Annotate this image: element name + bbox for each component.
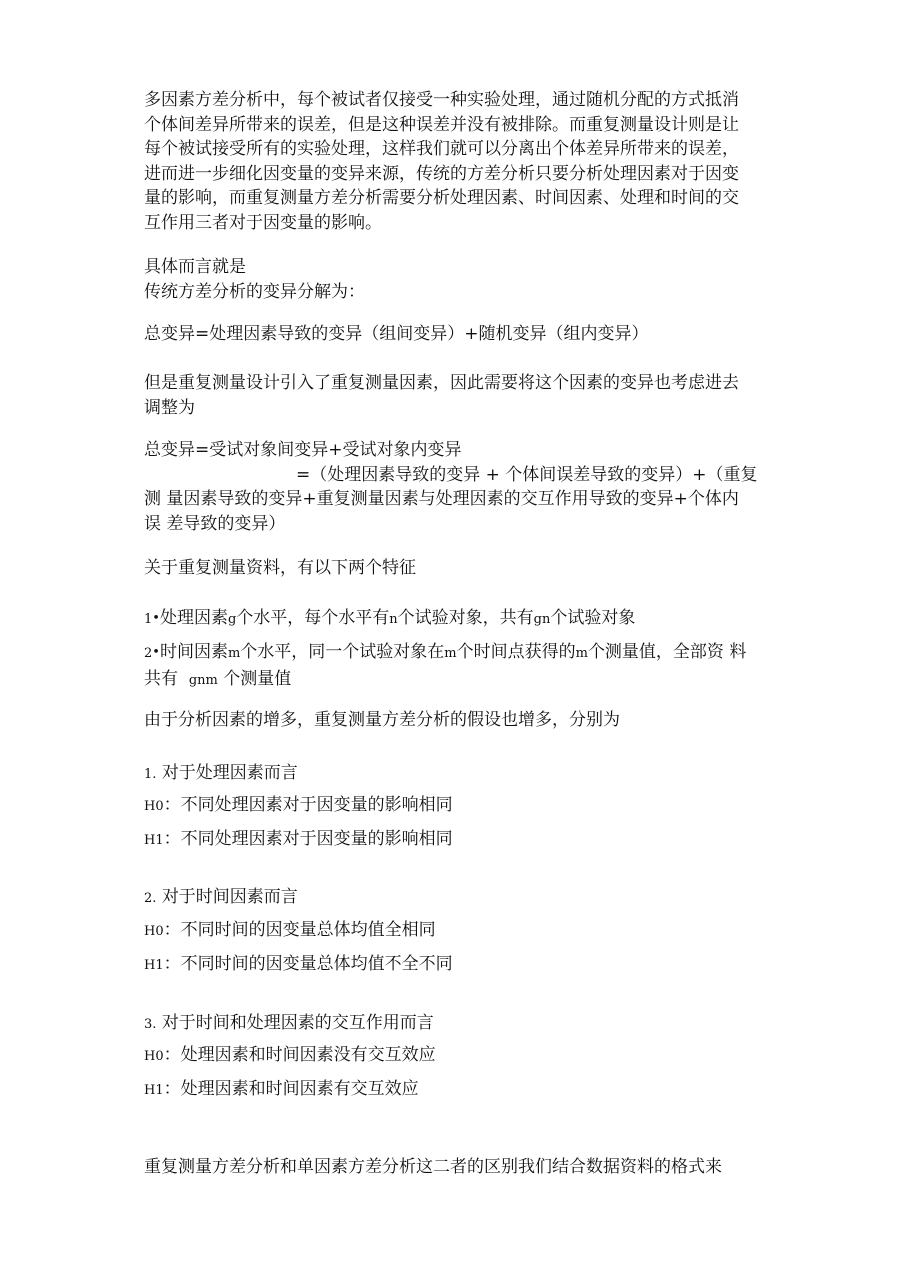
hypothesis-text: ：不同处理因素对于因变量的影响相同 bbox=[163, 829, 453, 849]
hypothesis-label: H0 bbox=[144, 924, 164, 939]
feature-item-2 bbox=[144, 640, 784, 693]
assumption-1-title bbox=[144, 761, 784, 788]
hypothesis-text: ：不同处理因素对于因变量的影响相同 bbox=[163, 795, 453, 815]
assumption-title: 对于时间因素而言 bbox=[161, 887, 298, 907]
assumption-1-h1 bbox=[144, 827, 784, 854]
formula-decomposition bbox=[144, 438, 784, 536]
repeated-intro-paragraph bbox=[144, 371, 784, 420]
hypothesis-label: H1 bbox=[144, 1083, 164, 1098]
intro-line: 多因素方差分析中，每个被试者仅接受一种实验处理，通过随机分配的方式抵消 bbox=[144, 90, 739, 110]
hypothesis-label: H0 bbox=[144, 799, 164, 814]
specific-paragraph bbox=[144, 255, 784, 304]
formula-line: 总变异=受试对象间变异+受试对象内变异 bbox=[144, 440, 462, 460]
hypothesis-text: ：处理因素和时间因素有交互效应 bbox=[163, 1079, 419, 1099]
feature-line bbox=[144, 640, 784, 667]
assumption-2-title bbox=[144, 885, 784, 912]
intro-line: 个体间差异所带来的误差，但是这种误差并没有被排除。而重复测量设计则是让 bbox=[144, 114, 739, 135]
feature-text: 个试验对象，共有 bbox=[397, 608, 534, 628]
feature-number: 2 bbox=[144, 646, 153, 661]
assumptions-intro: 由于分析因素的增多，重复测量方差分析的假设也增多，分别为 bbox=[144, 710, 620, 730]
hypothesis-text: ：不同时间的因变量总体均值全相同 bbox=[163, 920, 436, 940]
assumption-3-h0 bbox=[144, 1043, 784, 1070]
variable-m: m bbox=[227, 646, 241, 661]
hypothesis-label: H0 bbox=[144, 1049, 164, 1064]
hypothesis-label: H1 bbox=[144, 958, 164, 973]
feature-text: 个时间点获得的 bbox=[456, 642, 576, 662]
hypothesis-text: ：不同时间的因变量总体均值不全不同 bbox=[163, 954, 453, 974]
assumption-title: 对于时间和处理因素的交互作用而言 bbox=[161, 1013, 434, 1033]
assumption-3-h1 bbox=[144, 1077, 784, 1104]
feature-text: 个水平，每个水平有 bbox=[236, 608, 390, 628]
features-title: 关于重复测量资料，有以下两个特征 bbox=[144, 558, 416, 578]
assumption-1-h0 bbox=[144, 793, 784, 820]
variable-gn: gn bbox=[533, 612, 551, 627]
closing-paragraph: 重复测量方差分析和单因素方差分析这二者的区别我们结合数据资料的格式来 bbox=[144, 1157, 722, 1177]
formula-line: 误 差导致的变异） bbox=[144, 513, 286, 534]
specific-line: 具体而言就是 bbox=[144, 257, 246, 277]
bullet-icon: • bbox=[152, 611, 160, 626]
variable-n: n bbox=[389, 612, 398, 627]
variable-gnm: gnm bbox=[188, 672, 218, 688]
formula-line: =（处理因素导致的变异 + 个体间误差导致的变异）+（重复 bbox=[296, 464, 758, 485]
bullet-icon: • bbox=[152, 645, 160, 660]
feature-text: 共有 bbox=[144, 668, 189, 689]
feature-text: 时间因素 bbox=[159, 642, 228, 662]
hypothesis-text: ：处理因素和时间因素没有交互效应 bbox=[163, 1045, 436, 1065]
intro-paragraph bbox=[144, 88, 784, 235]
intro-line: 量的影响，而重复测量方差分析需要分析处理因素、时间因素、处理和时间的交 bbox=[144, 188, 739, 208]
variable-m: m bbox=[575, 646, 588, 661]
repeated-intro-line: 调整为 bbox=[144, 397, 195, 418]
intro-line: 互作用三者对于因变量的影响。 bbox=[144, 212, 382, 233]
repeated-intro-line: 但是重复测量设计引入了重复测量因素，因此需要将这个因素的变异也考虑进去 bbox=[144, 373, 739, 393]
assumption-number: 2. bbox=[144, 891, 157, 906]
feature-text: 个试验对象 bbox=[550, 608, 636, 628]
assumption-2-h0 bbox=[144, 918, 784, 945]
formula-total-variance: 总变异=处理因素导致的变异（组间变异）+随机变异（组内变异） bbox=[144, 324, 649, 344]
specific-line: 传统方差分析的变异分解为： bbox=[144, 281, 365, 302]
assumption-2-h1 bbox=[144, 952, 784, 979]
assumption-number: 3. bbox=[144, 1017, 157, 1032]
feature-text: 个测量值，全部资 料 bbox=[587, 642, 747, 662]
feature-text: 个测量值 bbox=[217, 668, 292, 689]
hypothesis-label: H1 bbox=[144, 833, 164, 848]
assumption-number: 1. bbox=[144, 767, 157, 782]
assumption-title: 对于处理因素而言 bbox=[161, 763, 298, 783]
variable-m: m bbox=[444, 646, 457, 661]
feature-item-1 bbox=[144, 606, 784, 633]
formula-line: 测 量因素导致的变异+重复测量因素与处理因素的交互作用导致的变异+个体内 bbox=[144, 489, 739, 509]
intro-line: 进而进一步细化因变量的变异来源，传统的方差分析只要分析处理因素对于因变 bbox=[144, 163, 739, 184]
feature-text: 处理因素 bbox=[159, 608, 228, 628]
assumption-3-title bbox=[144, 1011, 784, 1038]
feature-text: 个水平，同一个试验对象在 bbox=[240, 642, 445, 662]
intro-line: 每个被试接受所有的实验处理，这样我们就可以分离出个体差异所带来的误差， bbox=[144, 139, 739, 159]
feature-line bbox=[144, 667, 784, 694]
variable-g: g bbox=[227, 612, 237, 627]
feature-number: 1 bbox=[144, 612, 153, 627]
